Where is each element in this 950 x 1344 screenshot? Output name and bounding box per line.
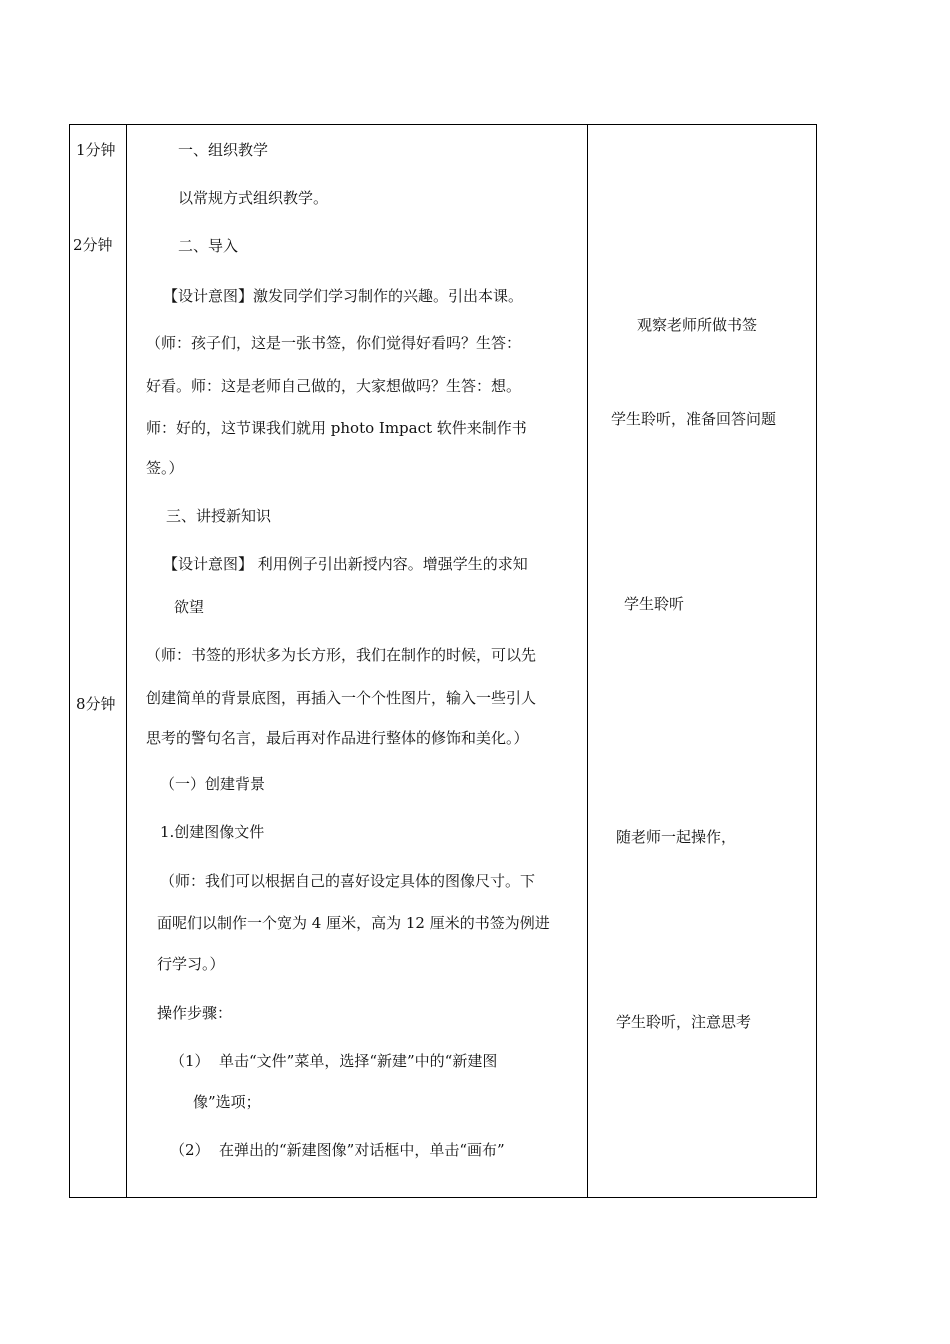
step-1-text-cont: 像”选项； (193, 1093, 261, 1111)
student-activity-think: 学生聆听，注意思考 (616, 1013, 752, 1031)
student-activity-listen: 学生聆听 (624, 595, 685, 613)
dialog-line: 签。） (146, 459, 184, 477)
student-activity-follow: 随老师一起操作， (616, 828, 737, 846)
student-activity-observe: 观察老师所做书签 (637, 316, 758, 334)
section-heading-intro: 二、导入 (178, 237, 239, 255)
dialog-line: 创建简单的背景底图，再插入一个个性图片，输入一些引人 (146, 689, 537, 707)
dialog-line: 思考的警句名言，最后再对作品进行整体的修饰和美化。） (146, 729, 529, 747)
step-2-text: 在弹出的“新建图像”对话框中，单击“画布” (219, 1141, 505, 1159)
dialog-line: （师：书签的形状多为长方形，我们在制作的时候，可以先 (146, 646, 537, 664)
step-1-number: （1） (170, 1052, 210, 1070)
design-intent-new-knowledge: 【设计意图】 利用例子引出新授内容。增强学生的求知 (163, 555, 528, 573)
step-1-text: 单击“文件”菜单，选择“新建”中的“新建图 (219, 1052, 498, 1070)
time-1min: 1分钟 (76, 141, 116, 159)
section-heading-new-knowledge: 三、讲授新知识 (166, 507, 272, 525)
dialog-line: （师：我们可以根据自己的喜好设定具体的图像尺寸。下 (160, 872, 536, 890)
step-2-number: （2） (170, 1141, 210, 1159)
dialog-line: （师：孩子们，这是一张书签，你们觉得好看吗？生答： (146, 334, 522, 352)
student-activity-listen-answer: 学生聆听，准备回答问题 (611, 410, 777, 428)
time-2min: 2分钟 (73, 236, 113, 254)
column-divider-time (126, 125, 127, 1197)
dialog-line: 好看。师：这是老师自己做的，大家想做吗？生答：想。 (146, 377, 522, 395)
dialog-line: 行学习。） (157, 955, 225, 973)
time-8min: 8分钟 (76, 695, 116, 713)
design-intent-intro: 【设计意图】激发同学们学习制作的兴趣。引出本课。 (163, 287, 524, 305)
dialog-line: 面呢们以制作一个宽为 4 厘米，高为 12 厘米的书签为例进 (157, 914, 550, 932)
section-heading-organize: 一、组织教学 (178, 141, 269, 159)
steps-label: 操作步骤： (157, 1004, 233, 1022)
subsection-create-background: （一）创建背景 (160, 775, 266, 793)
item-create-image-file: 1.创建图像文件 (160, 823, 265, 841)
column-divider-student (587, 125, 588, 1197)
design-intent-new-knowledge-cont: 欲望 (174, 598, 205, 616)
section-text-organize: 以常规方式组织教学。 (178, 189, 329, 207)
dialog-line: 师：好的，这节课我们就用 photo Impact 软件来制作书 (146, 419, 527, 437)
